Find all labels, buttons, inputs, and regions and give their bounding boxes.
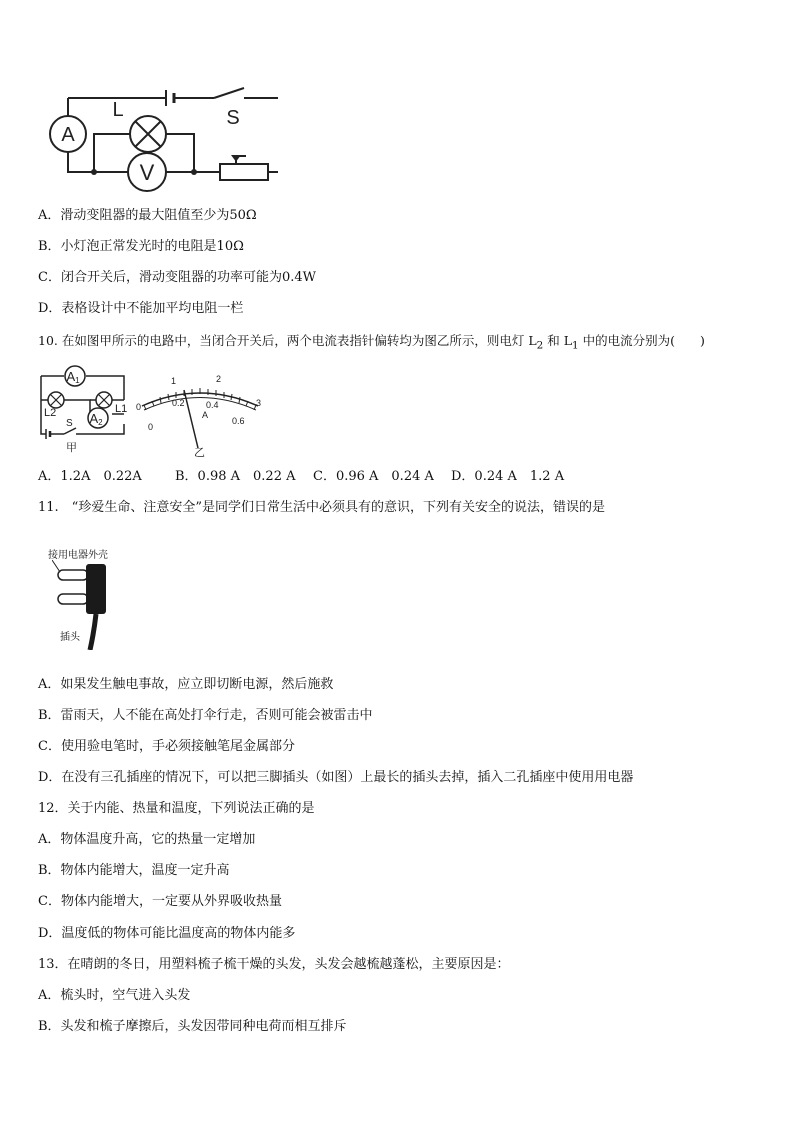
top-tick-2: 2 [216, 374, 222, 384]
q10-stem-part-b: 和 L [543, 333, 573, 348]
q12-option-c: C．物体内能增大，一定要从外界吸收热量 [38, 894, 282, 909]
a2-label: A2 [89, 411, 103, 427]
q10-meter-yi [134, 368, 266, 460]
plug-bottom-label: 插头 [60, 632, 80, 643]
q11-option-a: A．如果发生触电事故，应立即切断电源，然后施救 [38, 677, 334, 692]
q10-stem [38, 332, 705, 355]
q10-option-a: A．1.2A 0.22A [38, 469, 142, 484]
q9-option-b: B．小灯泡正常发光时的电阻是10Ω [38, 239, 244, 254]
q9-option-a: A．滑动变阻器的最大阻值至少为50Ω [38, 208, 257, 223]
q10-stem-part-a: 10. 在如图甲所示的电路中，当闭合开关后，两个电流表指针偏转均为图乙所示，则电灯 L [38, 333, 537, 348]
q9-option-c: C．闭合开关后，滑动变阻器的功率可能为0.4W [38, 270, 316, 285]
switch-s-label: S [66, 418, 73, 429]
q10-circuit-jia [36, 362, 132, 454]
bottom-tick-2: 0.4 [206, 400, 219, 410]
q13-option-b: B．头发和梳子摩擦后，头发因带同种电荷而相互排斥 [38, 1019, 347, 1034]
q13-option-a: A．梳头时，空气进入头发 [38, 988, 191, 1003]
q12-stem: 12．关于内能、热量和温度，下列说法正确的是 [38, 801, 315, 816]
top-tick-1: 1 [171, 376, 177, 386]
q11-option-d: D．在没有三孔插座的情况下，可以把三脚插头（如图）上最长的插头去掉，插入二孔插座中使用用电器 [38, 770, 634, 785]
q11-option-c: C．使用验电笔时，手必须接触笔尾金属部分 [38, 739, 295, 754]
a1-label: A1 [66, 369, 80, 385]
voltmeter-label: V [139, 160, 155, 185]
q10-option-d: D．0.24 A 1.2 A [451, 469, 565, 484]
q10-option-c: C．0.96 A 0.24 A [313, 469, 434, 484]
q10-sub-l1: 1 [572, 339, 579, 352]
q10-option-b: B．0.98 A 0.22 A [175, 469, 296, 484]
lamp-label: L [112, 99, 124, 121]
bottom-tick-3: 0.6 [232, 416, 245, 426]
plug-top-label: 接用电器外壳 [48, 550, 108, 561]
unit-label: A [202, 410, 209, 420]
caption-yi: 乙 [194, 447, 205, 459]
q10-options [38, 468, 564, 486]
bottom-tick-1: 0.2 [172, 398, 185, 408]
switch-label: S [226, 107, 240, 129]
caption-jia: 甲 [66, 442, 77, 454]
q12-option-d: D．温度低的物体可能比温度高的物体内能多 [38, 926, 296, 941]
bottom-tick-0: 0 [148, 422, 154, 432]
q12-option-b: B．物体内能增大，温度一定升高 [38, 863, 230, 878]
q13-stem: 13．在晴朗的冬日，用塑料梳子梳干燥的头发，头发会越梳越蓬松，主要原因是： [38, 957, 510, 972]
top-tick-3: 3 [256, 398, 262, 408]
q9-option-d: D．表格设计中不能加平均电阻一栏 [38, 301, 244, 316]
q11-option-b: B．雷雨天，人不能在高处打伞行走，否则可能会被雷击中 [38, 708, 373, 723]
q10-sub-l2: 2 [536, 339, 544, 352]
q10-stem-part-c: 中的电流分别为( ) [578, 333, 705, 348]
q9-circuit-diagram [48, 84, 278, 194]
top-tick-0: 0 [136, 402, 142, 412]
q12-option-a: A．物体温度升高，它的热量一定增加 [38, 832, 256, 847]
l2-label: L2 [44, 407, 57, 419]
l1-label: L1 [115, 403, 128, 415]
ammeter-label: A [61, 124, 75, 146]
q11-stem: 11. “珍爱生命、注意安全”是同学们日常生活中必须具有的意识，下列有关安全的说法，错误的是 [38, 500, 605, 515]
